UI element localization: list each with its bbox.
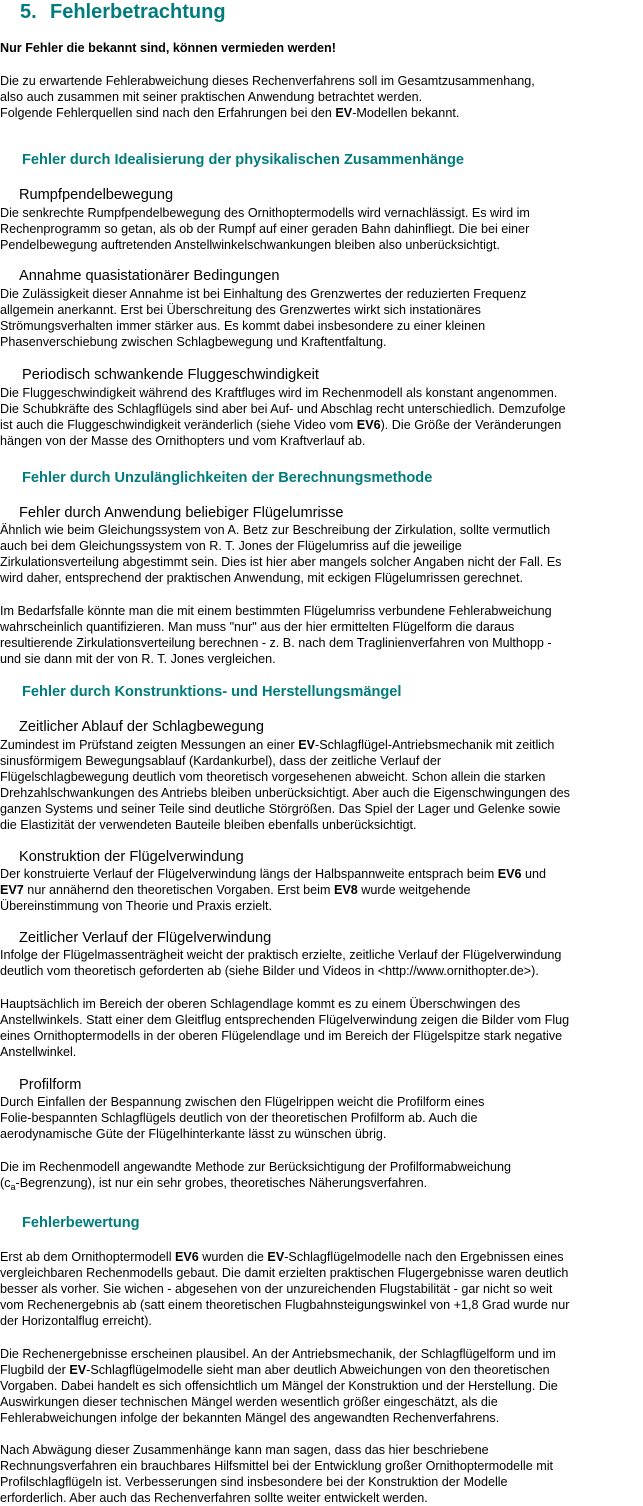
- text-line: [0, 73, 535, 89]
- text-run: Phasenverschiebung zwischen Schlagbewegung und Kraftentfaltung.: [0, 335, 387, 349]
- text-line: [0, 651, 552, 667]
- text-line: [0, 866, 546, 882]
- section-heading-idealisierung: Fehler durch Idealisierung der physikalischen Zusammenhänge: [22, 152, 464, 168]
- text-run: -Schlagflügelmodelle sieht man aber deutlich Abweichungen von den theoretischen: [86, 1363, 550, 1377]
- text-run: wurde weitgehende: [357, 883, 471, 897]
- text-line: [0, 1028, 569, 1044]
- text-line: [0, 817, 570, 833]
- bold-text: EV: [298, 738, 316, 752]
- text-run: wird daher, entsprechend der praktischen Anwendung, mit eckigen Flügelumrissen gerechnet.: [0, 571, 523, 585]
- subheading-verlauf-fluegelverwindung: Zeitlicher Verlauf der Flügelverwindung: [19, 930, 272, 946]
- text-run: Nach Abwägung dieser Zusammenhänge kann man sagen, dass das hier beschriebene: [0, 1443, 489, 1457]
- text-line: [0, 882, 546, 898]
- text-run: vom Rechenergebnis ab (satt einem theoretischen Flugbahnsteigungswinkel von +1,8 Grad wurde nur: [0, 1298, 570, 1312]
- subheading-fluegelumrisse: Fehler durch Anwendung beliebiger Flügelumrisse: [19, 505, 344, 521]
- paragraph-fehlerbewertung-2: [0, 1346, 558, 1426]
- text-run: Die Rechenergebnisse erscheinen plausibel. An der Antriebsmechanik, der Schlagflügelform und im: [0, 1347, 556, 1361]
- text-run: Pendelbewegung auftretenden Anstellwinkelschwankungen bleiben also unberücksichtigt.: [0, 238, 500, 252]
- paragraph-fluggeschwindigkeit: [0, 385, 566, 449]
- text-run: Die Zulässigkeit dieser Annahme ist bei Einhaltung des Grenzwertes der reduzierten Frequenz: [0, 287, 527, 301]
- text-run: vergleichbaren Rechenmodells gebaut. Die damit erzielten praktischen Flugergebnisse waren deutlich: [0, 1266, 569, 1280]
- text-line: [0, 1265, 570, 1281]
- chapter-title: [20, 1, 226, 24]
- text-run: Folgende Fehlerquellen sind nach den Erfahrungen bei den: [0, 106, 336, 120]
- text-run: Hauptsächlich im Bereich der oberen Schlagendlage kommt es zu einem Überschwingen des: [0, 997, 521, 1011]
- text-line: [0, 385, 566, 401]
- section-heading-fehlerbewertung: Fehlerbewertung: [22, 1215, 140, 1231]
- text-line: [0, 1313, 570, 1329]
- text-line: [0, 205, 530, 221]
- bold-text: EV6: [175, 1250, 199, 1264]
- text-run: ). Die Größe der Veränderungen: [380, 418, 562, 432]
- chapter-number: 5.: [20, 1, 37, 23]
- text-run: und sie dann mit der von R. T. Jones vergleichen.: [0, 652, 276, 666]
- subheading-quasistationaer: Annahme quasistationärer Bedingungen: [19, 268, 280, 284]
- text-run: Profilschlagflügeln ist. Verbesserungen sind insbesondere bei der Konstruktion der Modelle: [0, 1475, 508, 1489]
- text-run: Die senkrechte Rumpfpendelbewegung des Ornithoptermodells wird vernachlässigt. Es wird im: [0, 206, 530, 220]
- text-line: [0, 1012, 569, 1028]
- bold-text: EV6: [356, 418, 381, 432]
- subheading-fluggeschwindigkeit: Periodisch schwankende Fluggeschwindigkeit: [22, 367, 319, 383]
- subheading-konstruktion-fluegelverwindung: Konstruktion der Flügelverwindung: [19, 849, 244, 865]
- text-run: ganzen Systems und seiner Teile sind deutliche Störgrößen. Das Spiel der Lager und Gelenke sowie: [0, 802, 561, 816]
- subheading-profilform: Profilform: [19, 1077, 82, 1093]
- text-line: [0, 1362, 558, 1378]
- text-line: [0, 1281, 570, 1297]
- text-run: Strömungsverhalten immer stärker aus. Es kommt dabei insbesondere zu einer kleinen: [0, 319, 486, 333]
- bold-text: EV: [335, 106, 353, 120]
- text-line: [0, 635, 552, 651]
- text-run: eines Ornithoptermodells in der oberen Flügelendlage und im Bereich der Flügelspitze stark negative: [0, 1029, 563, 1043]
- text-line: [0, 785, 570, 801]
- text-run: Übereinstimmung von Theorie und Praxis erzielt.: [0, 899, 273, 913]
- text-line: [0, 433, 566, 449]
- text-line: [0, 1474, 553, 1490]
- text-line: [0, 1094, 484, 1110]
- text-line: [0, 237, 530, 253]
- text-run: -Schlagflügelmodelle nach den Ergebnissen eines: [284, 1250, 564, 1264]
- lead-sentence: Nur Fehler die bekannt sind, können vermieden werden!: [0, 41, 336, 55]
- paragraph-bedarfsfalle: [0, 603, 552, 667]
- text-run: und: [521, 867, 547, 881]
- text-run: Durch Einfallen der Bespannung zwischen den Flügelrippen weicht die Profilform eines: [0, 1095, 485, 1109]
- text-line: [0, 1126, 484, 1142]
- text-run: Flügelschlagbewegung deutlich vom theoretisch vorgesehenen abweicht. Schon allein die starken: [0, 770, 546, 784]
- text-run: aerodynamische Güte der Flügelhinterkante lässt zu wünschen übrig.: [0, 1127, 387, 1141]
- subheading-rumpfpendelbewegung: Rumpfpendelbewegung: [19, 187, 174, 203]
- text-run: Zirkulationsverteilung abgestimmt sein. Dies ist hier aber mangels solcher Angaben nicht der Fall. Es: [0, 555, 562, 569]
- text-run: sinusförmigem Bewegungsablauf (Kardankurbel), dass der zeitliche Verlauf der: [0, 754, 442, 768]
- text-run: (c: [0, 1176, 11, 1190]
- text-line: [0, 1249, 570, 1265]
- text-line: [0, 570, 561, 586]
- text-run: Im Bedarfsfalle könnte man die mit einem bestimmten Flügelumriss verbundene Fehlerabweichung: [0, 604, 552, 618]
- paragraph-verlauf-fluegelverwindung: [0, 947, 561, 979]
- text-run: Anstellwinkels. Statt einer dem Gleitflug entsprechenden Flügelverwindung zeigen die Bilder vom Flug: [0, 1013, 570, 1027]
- text-line: [0, 221, 530, 237]
- text-line: [0, 963, 561, 979]
- bold-text: EV: [69, 1363, 87, 1377]
- text-run: deutlich vom theoretisch geforderten ab (siehe Bilder und Videos in <http://www.ornithopter.de>).: [0, 964, 539, 978]
- text-run: erforderlich. Aber auch das Rechenverfahren sollte weiter entwickelt werden.: [0, 1491, 428, 1505]
- text-run: Infolge der Flügelmassenträgheit weicht der praktisch erzielte, zeitliche Verlauf der Flügelverwindung: [0, 948, 562, 962]
- text-line: [0, 947, 561, 963]
- text-run: der Horizontalflug erreicht).: [0, 1314, 152, 1328]
- text-line: [0, 1044, 569, 1060]
- text-line: [0, 1110, 484, 1126]
- text-run: -Schlagflügel-Antriebsmechanik mit zeitlich: [315, 738, 555, 752]
- text-line: [0, 105, 535, 121]
- text-line: [0, 1159, 511, 1175]
- text-run: Folie-bespannten Schlagflügels deutlich von der theoretischen Profilform ab. Auch die: [0, 1111, 478, 1125]
- bold-text: EV7: [0, 883, 24, 897]
- text-line: [0, 753, 570, 769]
- subscript-text: a: [10, 1182, 16, 1192]
- text-run: nur annähernd den theoretischen Vorgaben. Erst beim: [23, 883, 334, 897]
- text-run: Die Fluggeschwindigkeit während des Kraftfluges wird im Rechenmodell als konstant angenommen.: [0, 386, 558, 400]
- text-run: Die zu erwartende Fehlerabweichung dieses Rechenverfahrens soll im Gesamtzusammenhang,: [0, 74, 535, 88]
- text-run: wahrscheinlich quantifizieren. Man muss "nur" aus der hier ermittelten Flügelform die daraus: [0, 620, 515, 634]
- paragraph-schlagbewegung: [0, 737, 570, 833]
- text-run: Fehlerabweichungen infolge der bekannten Mängel des angewandten Rechenverfahrens.: [0, 1411, 500, 1425]
- bold-text: EV6: [497, 867, 522, 881]
- text-run: auch bei dem Gleichungssystem von R. T. Jones der Flügelumriss auf die jeweilige: [0, 539, 462, 553]
- text-run: Anstellwinkel.: [0, 1045, 77, 1059]
- text-run: also auch zusammen mit seiner praktischen Anwendung betrachtet werden.: [0, 90, 423, 104]
- chapter-title-text: Fehlerbetrachtung: [50, 1, 226, 23]
- text-run: Zumindest im Prüfstand zeigten Messungen an einer: [0, 738, 299, 752]
- text-line: [0, 401, 566, 417]
- text-line: [0, 538, 561, 554]
- text-run: -Modellen bekannt.: [352, 106, 460, 120]
- paragraph-konstruktion-fluegelverwindung: [0, 866, 546, 914]
- text-line: [0, 334, 526, 350]
- paragraph-ueberschwingen: [0, 996, 569, 1060]
- intro-paragraph: [0, 73, 535, 121]
- paragraph-fehlerbewertung-1: [0, 1249, 570, 1329]
- paragraph-profilformabweichung: [0, 1159, 511, 1191]
- bold-text: EV8: [333, 883, 358, 897]
- text-run: hängen von der Masse des Ornithopters und vom Kraftverlauf ab.: [0, 434, 366, 448]
- text-run: Ähnlich wie beim Gleichungssystem von A. Betz zur Beschreibung der Zirkulation, sollte vermutlich: [0, 523, 551, 537]
- text-run: -Begrenzung), ist nur ein sehr grobes, theoretisches Näherungsverfahren.: [15, 1176, 428, 1190]
- text-line: [0, 603, 552, 619]
- text-run: wurden die: [198, 1250, 268, 1264]
- text-run: Auswirkungen dieser technischen Mängel werden wesentlich größer eingeschätzt, als die: [0, 1395, 498, 1409]
- paragraph-fluegelumrisse: [0, 522, 561, 586]
- text-run: besser als vorher. Sie wichen - abgesehen von der unzureichenden Flugstabilität - gar nicht so weit: [0, 1282, 553, 1296]
- text-run: ist auch die Fluggeschwindigkeit veränderlich (siehe Video vom: [0, 418, 357, 432]
- text-line: [0, 1458, 553, 1474]
- section-heading-berechnungsmethode: Fehler durch Unzulänglichkeiten der Berechnungsmethode: [22, 470, 433, 486]
- text-line: [0, 302, 526, 318]
- text-run: Vorgaben. Dabei handelt es sich offensichtlich um Mängel der Konstruktion und der Herstellung. Die: [0, 1379, 558, 1393]
- text-line: [0, 1410, 558, 1426]
- text-run: resultierende Zirkulationsverteilung berechnen - z. B. nach dem Traglinienverfahren von Multhopp -: [0, 636, 552, 650]
- subheading-schlagbewegung: Zeitlicher Ablauf der Schlagbewegung: [19, 719, 265, 735]
- text-line: [0, 619, 552, 635]
- text-line: [0, 1394, 558, 1410]
- text-line: [0, 769, 570, 785]
- text-line: [0, 1175, 511, 1191]
- text-line: [0, 318, 526, 334]
- section-heading-konstruktionsmaengel: Fehler durch Konstrunktions- und Herstellungsmängel: [22, 684, 402, 700]
- text-run: Drehzahlschwankungen des Antriebs bleiben unberücksichtigt. Aber auch die Eigenschwingungen des: [0, 786, 570, 800]
- text-line: [0, 898, 546, 914]
- paragraph-fehlerbewertung-3: [0, 1442, 553, 1506]
- text-line: [0, 996, 569, 1012]
- text-line: [0, 417, 566, 433]
- text-run: Flugbild der: [0, 1363, 70, 1377]
- text-line: [0, 1378, 558, 1394]
- text-line: [0, 801, 570, 817]
- text-line: [0, 1442, 553, 1458]
- text-run: allgemein anerkannt. Erst bei Überschreitung des Grenzwertes wirkt sich instationäres: [0, 303, 481, 317]
- text-line: [0, 737, 570, 753]
- bold-text: EV: [267, 1250, 285, 1264]
- text-line: [0, 522, 561, 538]
- text-line: [0, 1346, 558, 1362]
- text-line: [0, 554, 561, 570]
- paragraph-profilform: [0, 1094, 484, 1142]
- text-line: [0, 1297, 570, 1313]
- paragraph-rumpfpendelbewegung: [0, 205, 530, 253]
- text-run: Die Schubkräfte des Schlagflügels sind aber bei Auf- und Abschlag recht unterschiedlich. Demzufolge: [0, 402, 566, 416]
- text-run: Die im Rechenmodell angewandte Methode zur Berücksichtigung der Profilformabweichung: [0, 1160, 512, 1174]
- text-run: Rechenprogramm so getan, als ob der Rumpf auf einer geraden Bahn dahinfliegt. Die bei einer: [0, 222, 530, 236]
- text-run: Erst ab dem Ornithoptermodell: [0, 1250, 175, 1264]
- text-run: Der konstruierte Verlauf der Flügelverwindung längs der Halbspannweite entsprach beim: [0, 867, 498, 881]
- text-line: [0, 286, 526, 302]
- text-run: die Elastizität der verwendeten Bauteile bleiben ebenfalls unberücksichtigt.: [0, 818, 417, 832]
- text-line: [0, 89, 535, 105]
- paragraph-quasistationaer: [0, 286, 526, 350]
- text-line: [0, 1490, 553, 1506]
- text-run: Rechnungsverfahren ein brauchbares Hilfsmittel bei der Entwicklung großer Ornithoptermodelle mit: [0, 1459, 553, 1473]
